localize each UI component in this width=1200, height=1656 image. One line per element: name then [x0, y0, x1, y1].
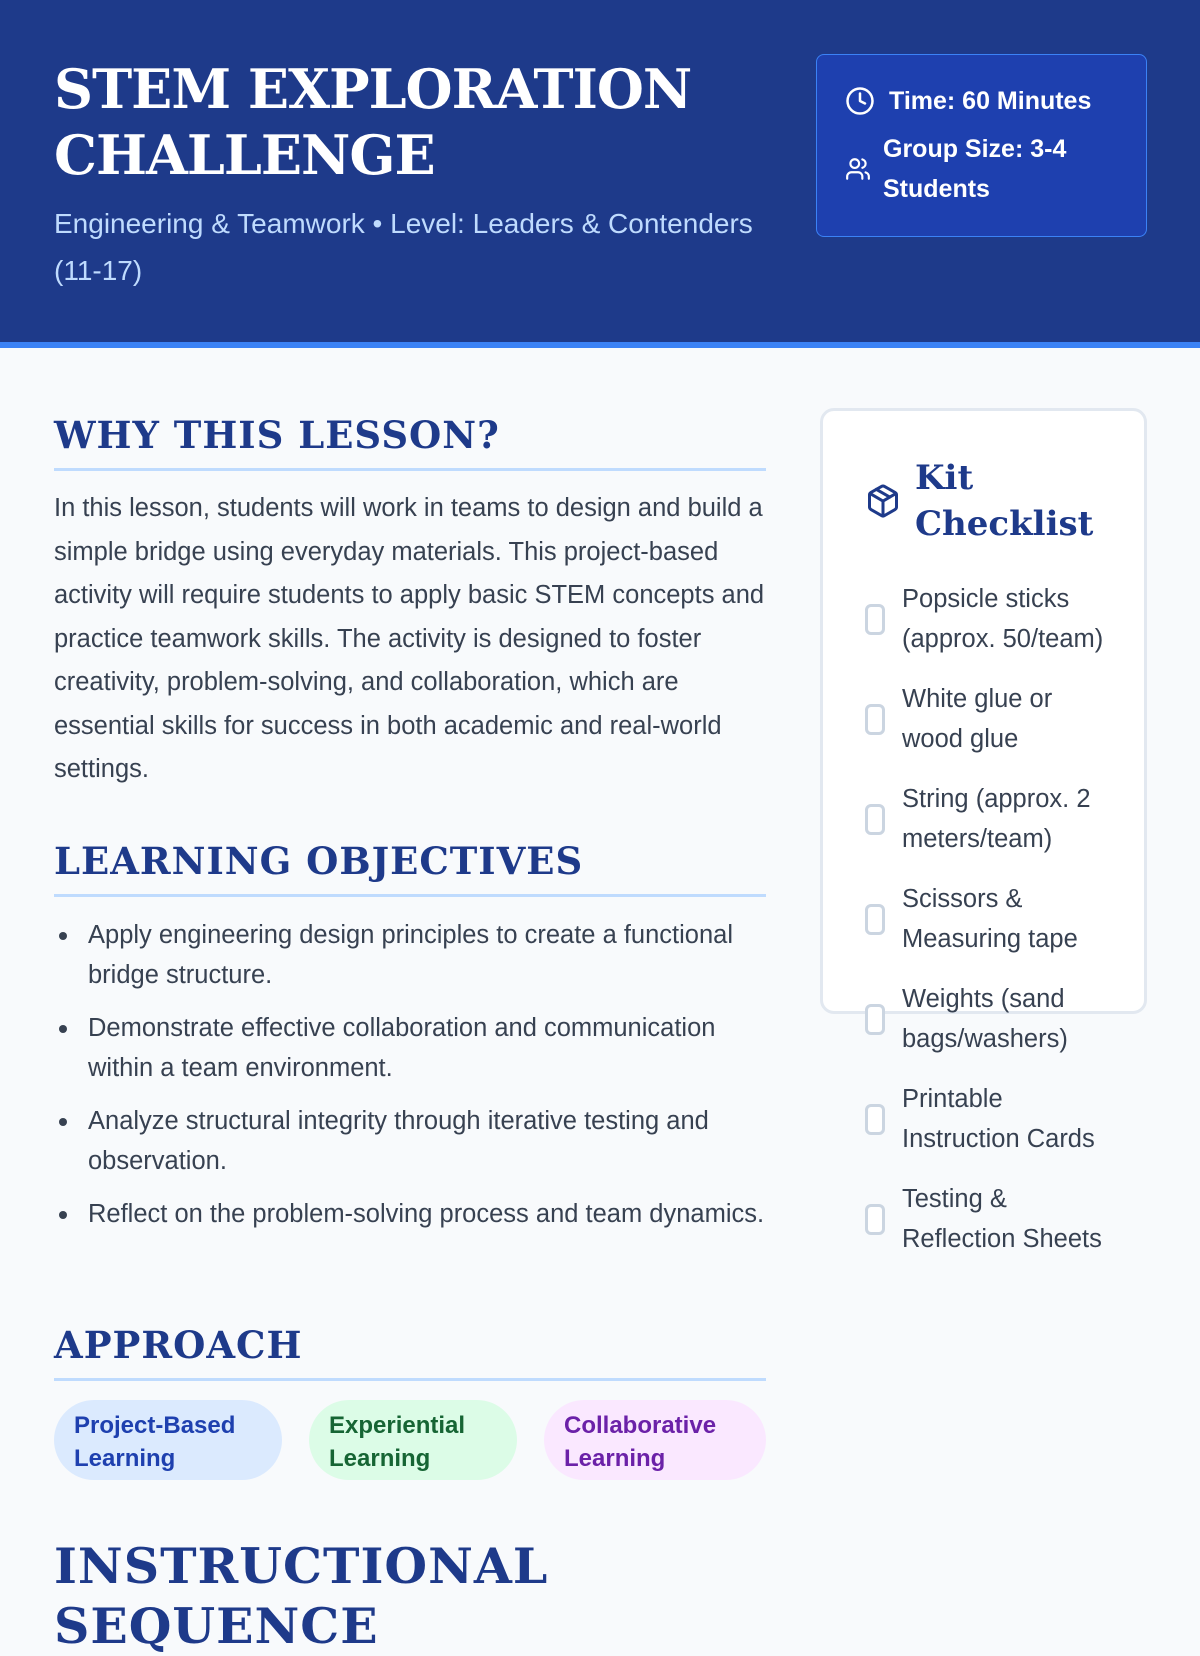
kit-checklist-card [820, 408, 1147, 1253]
list-item: Analyze structural integrity through iterative testing and observation. [54, 1101, 766, 1181]
kit-list [865, 579, 1115, 1279]
package-icon [865, 483, 901, 519]
why-title: WHY THIS LESSON? [54, 413, 500, 457]
approach-tags [54, 1400, 766, 1480]
kit-item-label: White glue or wood glue [902, 685, 1053, 753]
page-title: STEM EXPLORATION CHALLENGE [54, 57, 692, 187]
objectives-list [54, 915, 766, 1247]
kit-item-label: String (approx. 2 meters/team) [902, 785, 1091, 853]
why-section-heading [54, 410, 766, 471]
group-size-row [845, 129, 1093, 209]
checkbox[interactable] [865, 1104, 885, 1135]
approach-title: APPROACH [54, 1323, 303, 1367]
tag-collaborative-learning: Collaborative Learning [544, 1400, 766, 1480]
kit-item[interactable] [865, 979, 1115, 1059]
sequence-title: INSTRUCTIONAL SEQUENCE [54, 1537, 549, 1655]
kit-title: Kit Checklist [915, 458, 1094, 544]
users-icon [845, 156, 871, 182]
list-item: Apply engineering design principles to create a functional bridge structure. [54, 915, 766, 995]
kit-header [865, 455, 1094, 547]
list-item: Reflect on the problem-solving process and team dynamics. [54, 1194, 766, 1234]
kit-item[interactable] [865, 779, 1115, 859]
approach-section-heading [54, 1320, 766, 1381]
tag-project-based-learning: Project-Based Learning [54, 1400, 282, 1480]
checkbox[interactable] [865, 804, 885, 835]
tag-experiential-learning: Experiential Learning [309, 1400, 517, 1480]
section-divider [54, 468, 766, 471]
kit-item-label: Testing & Reflection Sheets [902, 1185, 1102, 1253]
kit-item-label: Weights (sand bags/washers) [902, 985, 1068, 1053]
checkbox[interactable] [865, 1004, 885, 1035]
page-header [0, 0, 1200, 348]
kit-item[interactable] [865, 679, 1115, 759]
kit-item[interactable] [865, 579, 1115, 659]
time-label: Time: 60 Minutes [889, 87, 1092, 115]
why-text: In this lesson, students will work in teams to design and build a simple bridge using everyday materials. This project-based activity will require students to apply basic STEM concepts and practice teamwork skills. The activity is designed to foster creativity, problem-solving, and collaboration, which are essential skills for success in both academic and real-world settings. [54, 494, 765, 783]
kit-item-label: Popsicle sticks (approx. 50/team) [902, 585, 1104, 653]
kit-item[interactable] [865, 1179, 1115, 1259]
section-divider [54, 1378, 766, 1381]
checkbox[interactable] [865, 604, 885, 635]
checkbox[interactable] [865, 704, 885, 735]
section-divider [54, 894, 766, 897]
clock-icon [845, 86, 875, 116]
checkbox[interactable] [865, 1204, 885, 1235]
kit-item[interactable] [865, 879, 1115, 959]
kit-item[interactable] [865, 1079, 1115, 1159]
list-item: Demonstrate effective collaboration and communication within a team environment. [54, 1008, 766, 1088]
kit-item-label: Scissors & Measuring tape [902, 885, 1078, 953]
objectives-section-heading [54, 836, 766, 897]
group-size-label: Group Size: 3-4 Students [883, 135, 1067, 203]
page-subtitle: Engineering & Teamwork • Level: Leaders & Contenders (11-17) [54, 208, 753, 286]
checkbox[interactable] [865, 904, 885, 935]
kit-item-label: Printable Instruction Cards [902, 1085, 1095, 1153]
objectives-title: LEARNING OBJECTIVES [54, 839, 584, 883]
time-row [845, 81, 1091, 121]
lesson-meta-box [816, 54, 1147, 237]
